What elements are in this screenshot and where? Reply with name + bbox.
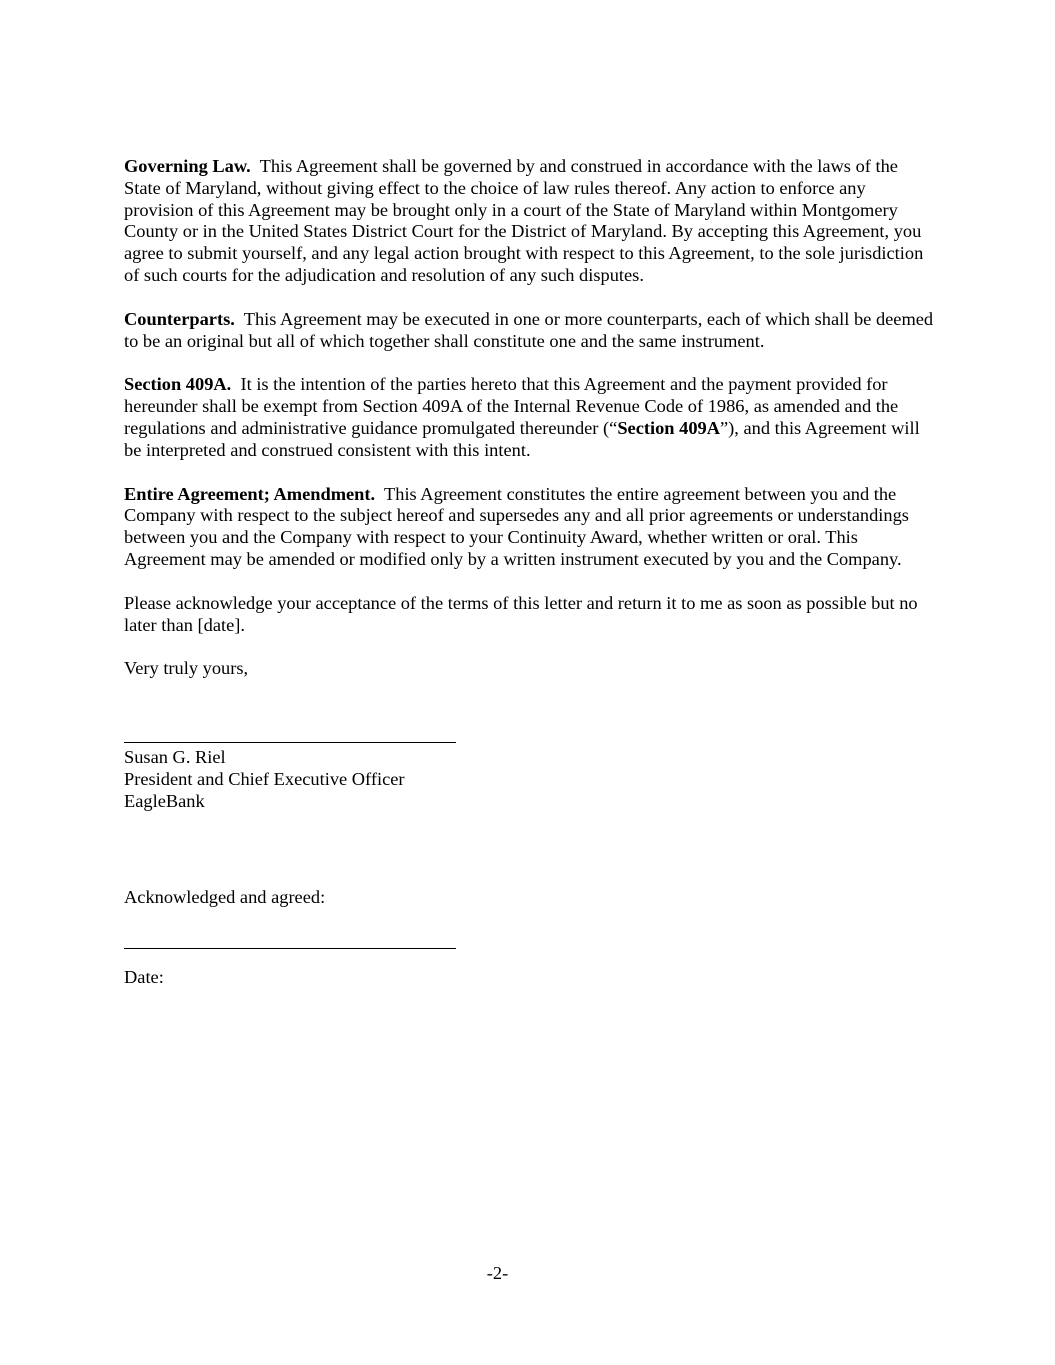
section-409a-paragraph: [124, 374, 934, 461]
date-label: Date:: [124, 967, 164, 988]
signatory-title: President and Chief Executive Officer: [124, 768, 405, 789]
acknowledge-request-paragraph: Please acknowledge your acceptance of the terms of this letter and return it to me as soon as possible but no later than [date].: [124, 592, 918, 635]
acknowledged-label: Acknowledged and agreed:: [124, 886, 326, 907]
acknowledgement-signature-line: [124, 948, 456, 949]
section-409a-defined-term: Section 409A: [617, 417, 720, 438]
section-409a-text-after: ”), and this Agreement will be interpreted and construed consistent with this intent.: [124, 417, 920, 460]
signatory-signature-line: [124, 742, 456, 743]
counterparts-paragraph: [124, 309, 934, 353]
closing-salutation: Very truly yours,: [124, 658, 249, 679]
counterparts-text: This Agreement may be executed in one or more counterparts, each of which shall be deemed to be an original but all of which together shall constitute one and the same instrument.: [124, 308, 934, 351]
signatory-company: EagleBank: [124, 790, 205, 811]
governing-law-text: This Agreement shall be governed by and construed in accordance with the laws of the State of Maryland, without giving effect to the choice of law rules thereof. Any action to enforce any provision of this Agreement may be brought only in a court of the State of Maryland within Montgomery County or in the United States District Court for the District of Maryland. By accepting this Agreement, you agree to submit yourself, and any legal action brought with respect to this Agreement, to the sole jurisdiction of such courts for the adjudication and resolution of any such disputes.: [124, 156, 924, 285]
signatory-name: Susan G. Riel: [124, 747, 226, 768]
entire-agreement-paragraph: [124, 484, 934, 571]
letter-page: [124, 156, 934, 989]
section-409a-text-before: It is the intention of the parties hereto that this Agreement and the payment provided for hereunder shall be exempt from Section 409A of the Internal Revenue Code of 1986, as amended and the regulations and administrative guidance promulgated thereunder (“: [124, 374, 899, 438]
page-number: -2-: [486, 1263, 509, 1283]
counterparts-heading: Counterparts.: [124, 308, 235, 329]
entire-agreement-text: This Agreement constitutes the entire agreement between you and the Company with respect to the subject hereof and supersedes any and all prior agreements or understandings between you and the Company with respect to your Continuity Award, whether written or oral. This Agreement may be amended or modified only by a written instrument executed by you and the Company.: [124, 483, 909, 569]
entire-agreement-heading: Entire Agreement; Amendment.: [124, 483, 376, 504]
governing-law-paragraph: [124, 156, 934, 287]
section-409a-heading: Section 409A.: [124, 374, 232, 395]
governing-law-heading: Governing Law.: [124, 156, 251, 176]
signatory-block: [124, 747, 934, 812]
